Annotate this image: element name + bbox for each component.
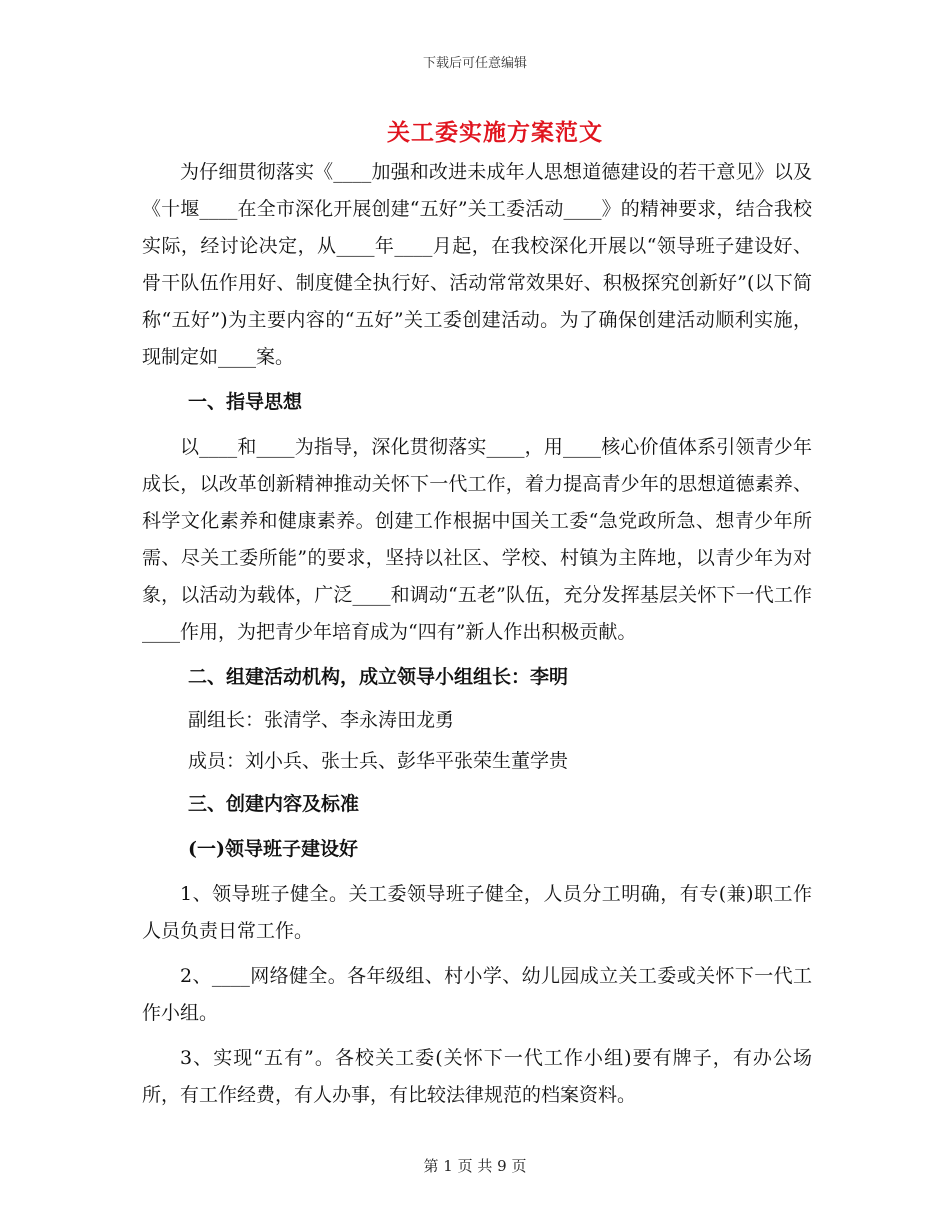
- section-3-heading: 三、创建内容及标准: [188, 793, 360, 815]
- page-header-note: 下载后可任意编辑: [422, 56, 527, 71]
- page-footer: 第 1 页 共 9 页: [423, 1157, 527, 1175]
- members-line: 成员：刘小兵、张士兵、彭华平张荣生董学贵: [188, 750, 569, 772]
- intro-paragraph: 为仔细贯彻落实《____加强和改进未成年人思想道德建设的若干意见》以及《十堰____在全市深化开展创建“五好”关工委活动____》的精神要求，结合我校实际，经讨论决定，从____年____月起，在我校深化开展以“领导班子建设好、骨干队伍作用好、制度健全执行好、活动常常效果好、积极探究创新好”(以下简称“五好”)为主要内容的“五好”关工委创建活动。为了确保创建活动顺利实施，现制定如____案。: [142, 161, 812, 368]
- document-body: [142, 150, 812, 1118]
- item-1-paragraph: 1、领导班子健全。关工委领导班子健全，人员分工明确，有专(兼)职工作人员负责日常工作。: [142, 883, 812, 942]
- item-3-paragraph: 3、实现“五有”。各校关工委(关怀下一代工作小组)要有牌子，有办公场所，有工作经费，有人办事，有比较法律规范的档案资料。: [142, 1047, 812, 1106]
- document-title: 关工委实施方案范文: [387, 119, 603, 146]
- section-2-heading: 二、组建活动机构，成立领导小组组长：李明: [188, 666, 569, 688]
- item-2-paragraph: 2、____网络健全。各年级组、村小学、幼儿园成立关工委或关怀下一代工作小组。: [142, 965, 812, 1024]
- subsection-1-heading: (一)领导班子建设好: [188, 838, 358, 860]
- section-1-heading: 一、指导思想: [188, 391, 303, 413]
- section-1-paragraph: 以____和____为指导，深化贯彻落实____，用____核心价值体系引领青少年成长，以改革创新精神推动关怀下一代工作，着力提高青少年的思想道德素养、科学文化素养和健康素养。创建工作根据中国关工委“急党政所急、想青少年所需、尽关工委所能”的要求，坚持以社区、学校、村镇为主阵地，以青少年为对象，以活动为载体，广泛____和调动“五老”队伍，充分发挥基层关怀下一代工作____作用，为把青少年培育成为“四有”新人作出积极贡献。: [142, 436, 812, 643]
- vice-leaders-line: 副组长：张清学、李永涛田龙勇: [188, 709, 455, 731]
